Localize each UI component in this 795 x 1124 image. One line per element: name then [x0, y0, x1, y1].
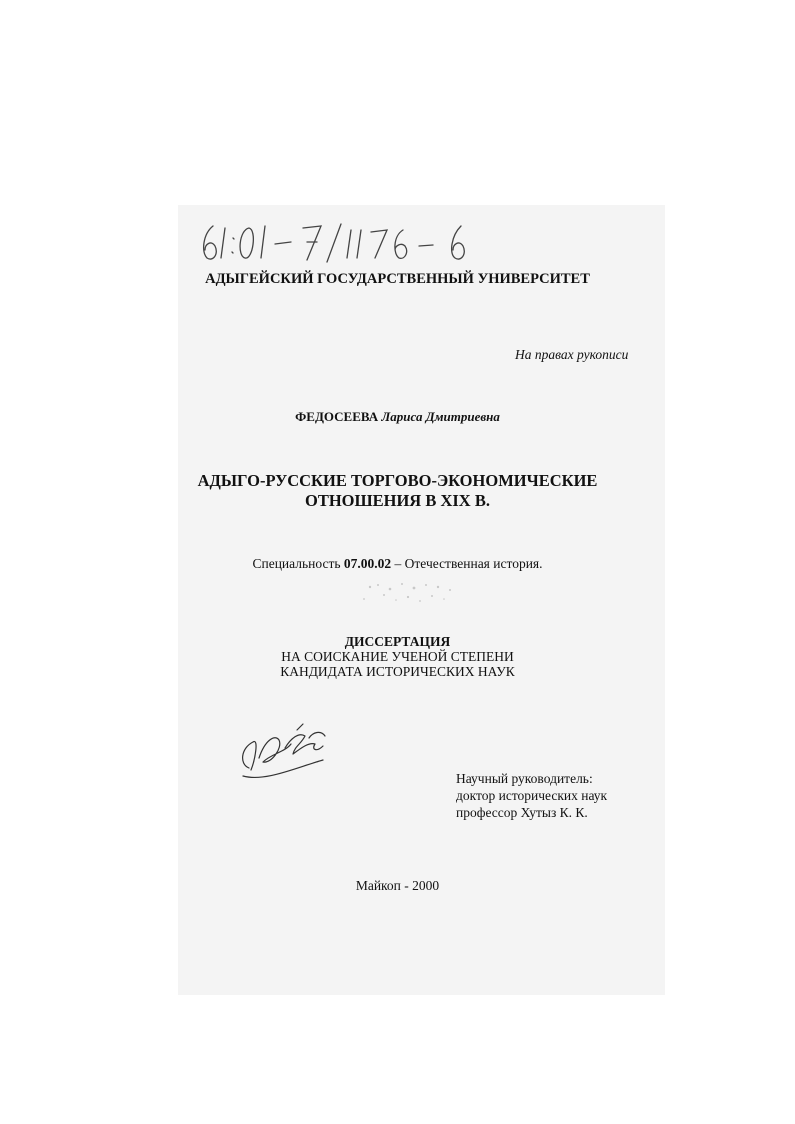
author-signature: [235, 718, 345, 788]
dissertation-title-line-2: ОТНОШЕНИЯ В XIX В.: [305, 491, 490, 510]
author-surname: ФЕДОСЕЕВА: [295, 409, 379, 424]
handwritten-archive-number: [195, 218, 515, 266]
specialty-code: 07.00.02: [343, 556, 392, 571]
specialty-name: Отечественная история.: [404, 556, 543, 571]
specialty-line: [0, 556, 795, 572]
dissertation-title-line-1: АДЫГО-РУССКИЕ ТОРГОВО-ЭКОНОМИЧЕСКИЕ: [197, 471, 598, 490]
manuscript-rights-note: На правах рукописи: [515, 347, 629, 362]
author-given-names: Лариса Дмитриевна: [381, 409, 500, 424]
specialty-prefix: Специальность: [252, 556, 341, 571]
place-and-year: Майкоп - 2000: [355, 878, 440, 893]
university-name: АДЫГЕЙСКИЙ ГОСУДАРСТВЕННЫЙ УНИВЕРСИТЕТ: [205, 271, 590, 287]
supervisor-degree: доктор исторических наук: [456, 788, 608, 803]
degree-line-3: КАНДИДАТА ИСТОРИЧЕСКИХ НАУК: [280, 664, 515, 679]
specialty-dash: –: [391, 556, 405, 571]
faint-stamp-marks: [350, 575, 480, 607]
degree-heading: ДИССЕРТАЦИЯ: [344, 634, 451, 649]
supervisor-label: Научный руководитель:: [456, 771, 593, 786]
supervisor-name: профессор Хутыз К. К.: [456, 805, 588, 820]
degree-line-2: НА СОИСКАНИЕ УЧЕНОЙ СТЕПЕНИ: [281, 649, 514, 664]
author-line: [0, 409, 795, 425]
